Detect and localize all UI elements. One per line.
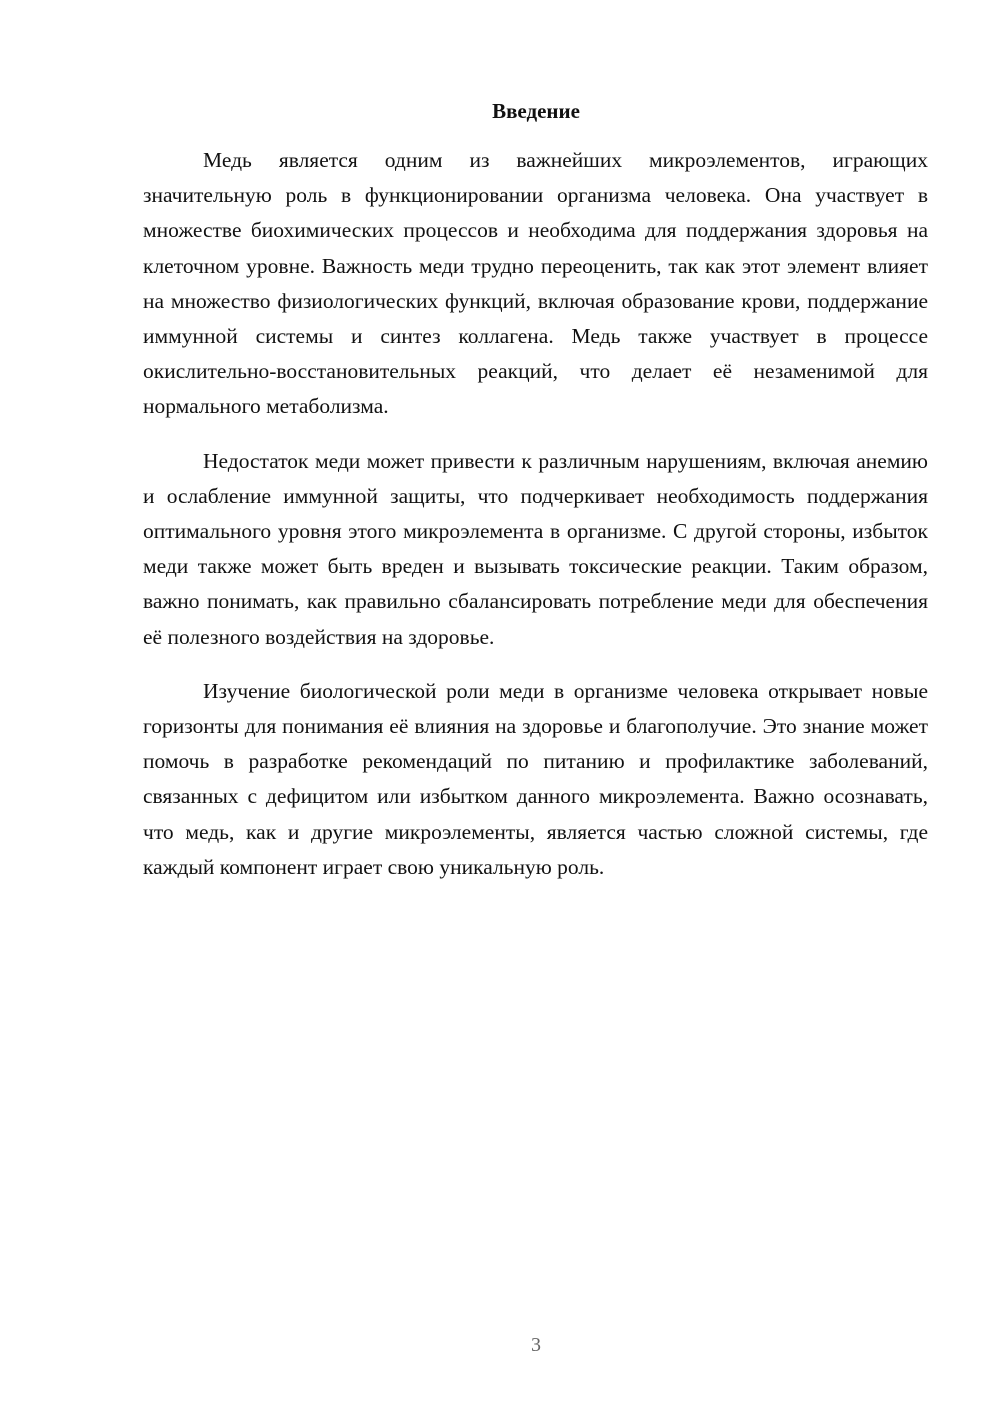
paragraph-3: Изучение биологической роли меди в организме человека открывает новые горизонты для понимания её влияния на здоровье и благополучие. Это знание может помочь в разработке рекомендаций по питанию и профилактике заболеваний, связанных с дефицитом или избытком данного микроэлемента. Важно осознавать, что медь, как и другие микроэлементы, является частью сложной системы, где каждый компонент играет свою уникальную роль. [143,678,928,879]
page-number: 3 [531,1334,541,1356]
paragraph-2: Недостаток меди может привести к различным нарушениям, включая анемию и ослабление иммунной защиты, что подчеркивает необходимость поддержания оптимального уровня этого микроэлемента в организме. С другой стороны, избыток меди также может быть вреден и вызывать токсические реакции. Таким образом, важно понимать, как правильно сбалансировать потребление меди для обеспечения её полезного воздействия на здоровье. [143,448,928,649]
paragraph-1: Медь является одним из важнейших микроэлементов, играющих значительную роль в функционировании организма человека. Она участвует в множестве биохимических процессов и необходима для поддержания здоровья на клеточном уровне. Важность меди трудно переоценить, так как этот элемент влияет на множество физиологических функций, включая образование крови, поддержание иммунной системы и синтез коллагена. Медь также участвует в процессе окислительно-восстановительных реакций, что делает её незаменимой для нормального метаболизма. [143,148,928,419]
body-text [143,143,928,904]
section-title: Введение [492,99,580,123]
